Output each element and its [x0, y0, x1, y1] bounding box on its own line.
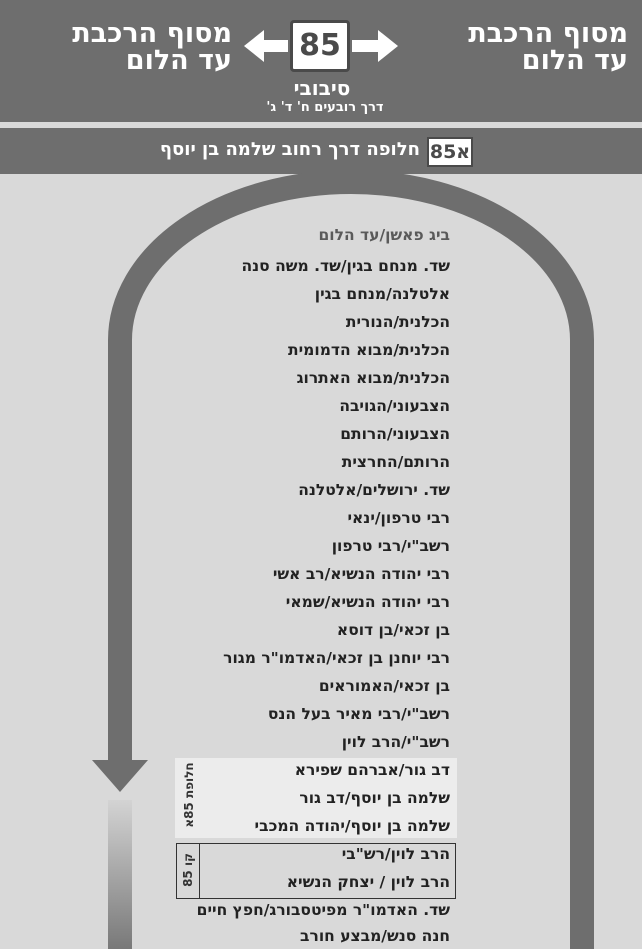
route-via-detail: דרך רובעים ח' ד' ג' — [266, 100, 384, 115]
stop-item: בן זכאי/בן דוסא — [336, 621, 450, 639]
stop-item: הצבעוני/הגויבה — [339, 397, 450, 415]
stop-item: הכלנית/הנורית — [345, 313, 450, 331]
stop-item: שלמה בן יוסף/דב גור — [299, 789, 450, 807]
alternative-route-text: חלופה דרך רחוב שלמה בן יוסף — [159, 139, 420, 160]
line85-section-label: קו 85 — [176, 843, 200, 899]
stop-item: הצבעוני/הרותם — [340, 425, 450, 443]
stop-item: חנה סנש/מבצע חורב — [300, 927, 450, 945]
stop-item: שלמה בן יוסף/יהודה המכבי — [254, 817, 450, 835]
stop-item: הרב לוין / יצחק הנשיא — [286, 873, 450, 891]
terminal-left-line1: מסוף הרכבת — [72, 18, 232, 49]
route-number-badge: 85 — [290, 20, 350, 72]
stop-item: שד. האדמו"ר מפיטסבורג/חפץ חיים — [196, 901, 450, 919]
stop-item: הכלנית/מבוא הדמומית — [288, 341, 450, 359]
stop-item: רשב"י/רבי טרפון — [331, 537, 450, 555]
stop-item: רבי יהודה הנשיא/שמאי — [285, 593, 450, 611]
terminal-left-line2: עד הלום — [125, 45, 232, 76]
stop-item: דב גור/אברהם שפירא — [294, 761, 450, 779]
stop-item: רבי יוחנן בן זכאי/האדמו"ר מגור — [223, 649, 450, 667]
stop-item: רבי יהודה הנשיא/רב אשי — [272, 565, 450, 583]
alternative-section-label: חלופת 85א — [182, 762, 196, 828]
stop-item: אלטלנה/מנחם בגין — [314, 285, 450, 303]
route-via: סיבובי — [293, 76, 351, 100]
stop-item: הרותם/החרצית — [341, 453, 450, 471]
stop-item: שד. מנחם בגין/שד. משה סנה — [241, 257, 450, 275]
stop-item: הכלנית/מבוא האתרוג — [296, 369, 450, 387]
stop-item: שד. ירושלים/אלטלנה — [298, 481, 450, 499]
stop-item: רשב"י/הרב לוין — [341, 733, 450, 751]
stop-item: רבי טרפון/ינאי — [347, 509, 450, 527]
stop-item: בן זכאי/האמוראים — [318, 677, 450, 695]
terminal-right-line2: עד הלום — [521, 45, 628, 76]
terminal-right-line1: מסוף הרכבת — [468, 18, 628, 49]
stop-item: הרב לוין/רש"בי — [341, 845, 450, 863]
alternative-route-badge: 85א — [427, 137, 473, 167]
stop-item: רשב"י/רבי מאיר בעל הנס — [267, 705, 450, 723]
stop-item: ביג פאשן/עד הלום — [318, 226, 450, 244]
